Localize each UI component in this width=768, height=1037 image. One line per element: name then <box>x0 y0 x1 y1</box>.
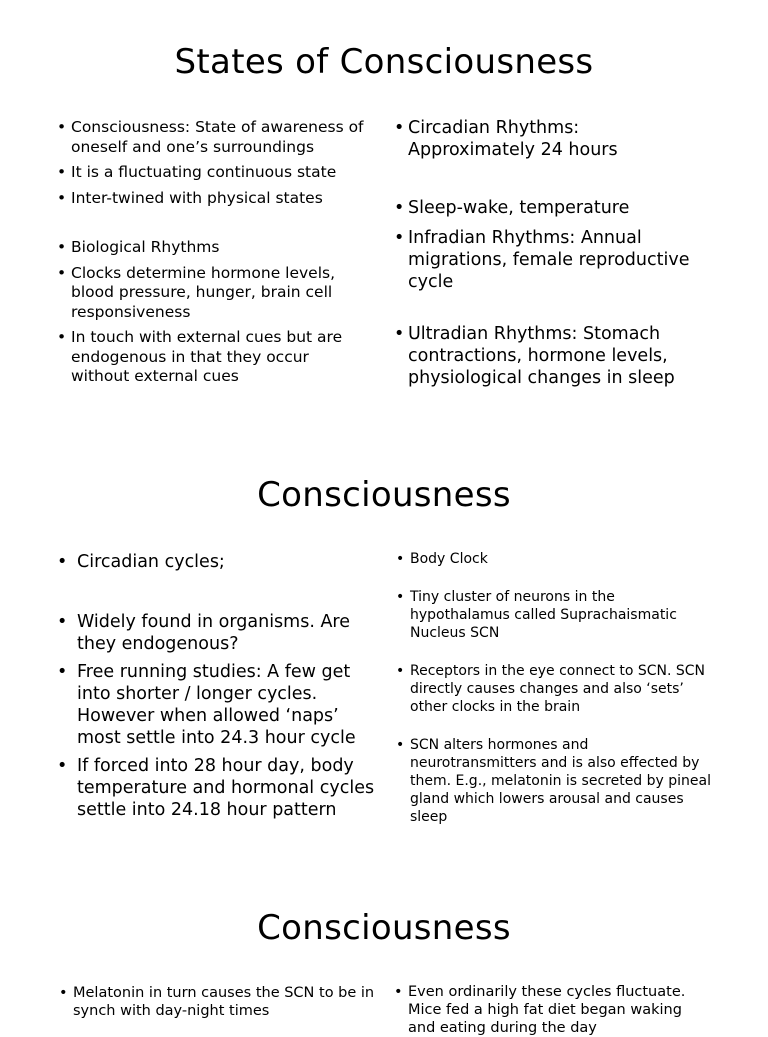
bullet-item: • Even ordinarily these cycles fluctuate. Mice fed a high fat diet began waking and eating during the day <box>394 983 712 1037</box>
bullet-list-left <box>57 118 367 393</box>
bullet-item: • Widely found in organisms. Are they endogenous? <box>57 611 377 655</box>
bullet-item: • It is a fluctuating continuous state <box>57 163 367 183</box>
slide-title: Consciousness <box>257 475 511 515</box>
bullet-item: • Free running studies: A few get into shorter / longer cycles. However when allowed ‘naps’ most settle into 24.3 hour cycle <box>57 661 377 749</box>
bullet-item: • SCN alters hormones and neurotransmitters and is also effected by them. E.g., melatonin is secreted by pineal gland which lowers arousal and causes sleep <box>396 736 714 826</box>
bullet-item: • Clocks determine hormone levels, blood pressure, hunger, brain cell responsiveness <box>57 264 367 323</box>
slide-title: States of Consciousness <box>174 42 594 82</box>
slide-1 <box>0 0 768 420</box>
spacer <box>57 579 377 605</box>
bullet-item: • Infradian Rhythms: Annual migrations, female reproductive cycle <box>394 227 704 293</box>
bullet-item: • Circadian cycles; <box>57 551 377 573</box>
bullet-list-right <box>394 983 712 1037</box>
bullet-list-left <box>57 551 377 827</box>
bullet-item: • Body Clock <box>396 550 714 568</box>
bullet-item: • Ultradian Rhythms: Stomach contractions, hormone levels, physiological changes in sleep <box>394 323 704 389</box>
bullet-list-right <box>396 550 714 846</box>
bullet-item: • Inter-twined with physical states <box>57 189 367 209</box>
bullet-item: • Consciousness: State of awareness of oneself and one’s surroundings <box>57 118 367 157</box>
bullet-item: • Melatonin in turn causes the SCN to be in synch with day-night times <box>59 984 379 1020</box>
spacer <box>394 169 704 189</box>
bullet-item: • Sleep-wake, temperature <box>394 197 704 219</box>
bullet-list-left <box>59 984 379 1020</box>
spacer <box>394 301 704 315</box>
bullet-list-right <box>394 117 704 397</box>
bullet-item: • If forced into 28 hour day, body temperature and hormonal cycles settle into 24.18 hour pattern <box>57 755 377 821</box>
bullet-item: • In touch with external cues but are endogenous in that they occur without external cues <box>57 328 367 387</box>
bullet-item: • Receptors in the eye connect to SCN. SCN directly causes changes and also ‘sets’ other clocks in the brain <box>396 662 714 716</box>
spacer <box>57 214 367 232</box>
bullet-item: • Biological Rhythms <box>57 238 367 258</box>
bullet-item: • Tiny cluster of neurons in the hypothalamus called Suprachaismatic Nucleus SCN <box>396 588 714 642</box>
slide-title: Consciousness <box>257 908 511 948</box>
bullet-item: • Circadian Rhythms: Approximately 24 hours <box>394 117 704 161</box>
